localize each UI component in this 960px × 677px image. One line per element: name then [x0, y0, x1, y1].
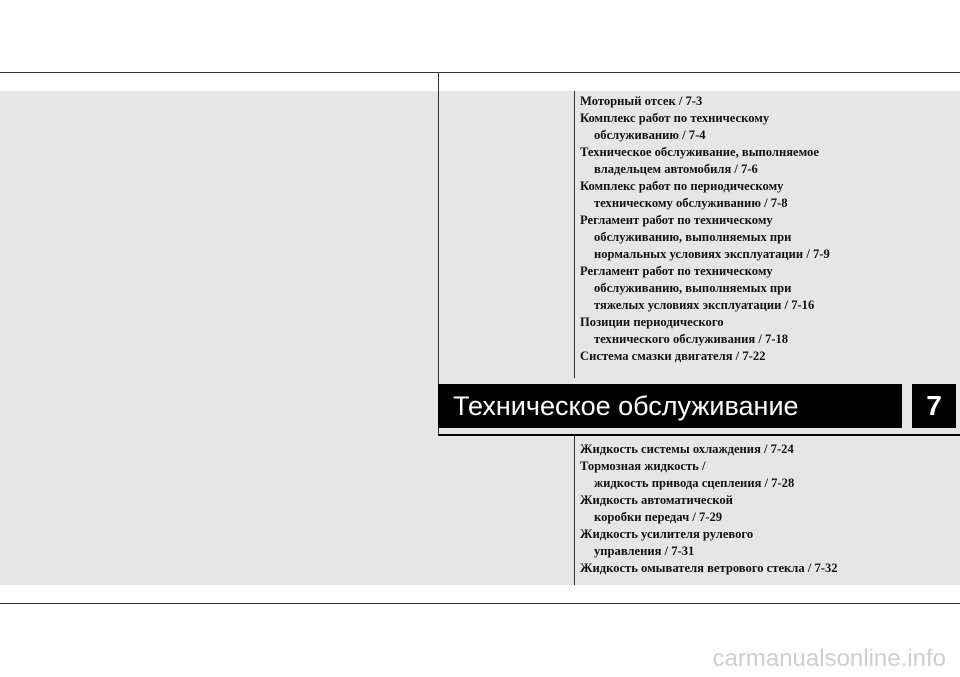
toc-entry-line: Система смазки двигателя / 7-22 [580, 349, 766, 363]
toc-entry-line: техническому обслуживанию / 7-8 [594, 196, 788, 210]
toc-entry-line: Жидкость омывателя ветрового стекла / 7-32 [580, 561, 838, 575]
toc-entry[interactable] [580, 93, 950, 110]
toc-lower [580, 441, 950, 577]
toc-entry-line: жидкость привода сцепления / 7-28 [594, 476, 795, 490]
toc-entry[interactable] [580, 178, 950, 212]
toc-entry-line: Жидкость системы охлаждения / 7-24 [580, 442, 794, 456]
toc-entry-line: владельцем автомобиля / 7-6 [594, 162, 758, 176]
toc-entry[interactable] [580, 263, 950, 314]
toc-upper [580, 93, 950, 365]
toc-entry-line: Регламент работ по техническому [580, 213, 773, 227]
toc-entry-line: управления / 7-31 [594, 544, 695, 558]
toc-entry[interactable] [580, 144, 950, 178]
toc-entry-line: технического обслуживания / 7-18 [594, 332, 789, 346]
toc-entry-line: нормальных условиях эксплуатации / 7-9 [594, 247, 830, 261]
toc-entry-line: Комплекс работ по техническому [580, 111, 770, 125]
top-rule [0, 72, 960, 73]
toc-entry[interactable] [580, 458, 950, 492]
chapter-title: Техническое обслуживание [438, 384, 902, 428]
toc-entry-line: Техническое обслуживание, выполняемое [580, 145, 819, 159]
toc-entry-line: Регламент работ по техническому [580, 264, 773, 278]
toc-entry-line: коробки передач / 7-29 [594, 510, 723, 524]
toc-entry[interactable] [580, 110, 950, 144]
toc-entry-line: обслуживанию, выполняемых при [594, 230, 792, 244]
watermark: carmanualsonline.info [712, 645, 946, 672]
bottom-rule [0, 603, 960, 604]
toc-rule-lower [574, 436, 575, 585]
banner-rule [438, 434, 960, 436]
toc-entry[interactable] [580, 492, 950, 526]
toc-entry[interactable] [580, 212, 950, 263]
toc-entry-line: обслуживанию / 7-4 [594, 128, 706, 142]
toc-entry-line: тяжелых условиях эксплуатации / 7-16 [594, 298, 815, 312]
toc-entry-line: Комплекс работ по периодическому [580, 179, 784, 193]
toc-entry-line: Моторный отсек / 7-3 [580, 94, 703, 108]
toc-entry-line: Жидкость автоматической [580, 493, 733, 507]
toc-entry[interactable] [580, 526, 950, 560]
toc-entry-line: Жидкость усилителя рулевого [580, 527, 754, 541]
toc-entry[interactable] [580, 441, 950, 458]
toc-entry-line: Тормозная жидкость / [580, 459, 706, 473]
toc-rule-upper [574, 91, 575, 378]
toc-entry-line: обслуживанию, выполняемых при [594, 281, 792, 295]
vertical-divider [438, 72, 439, 436]
toc-entry[interactable] [580, 560, 950, 577]
toc-entry-line: Позиции периодического [580, 315, 724, 329]
chapter-number: 7 [912, 384, 956, 428]
toc-entry[interactable] [580, 314, 950, 348]
toc-entry[interactable] [580, 348, 950, 365]
